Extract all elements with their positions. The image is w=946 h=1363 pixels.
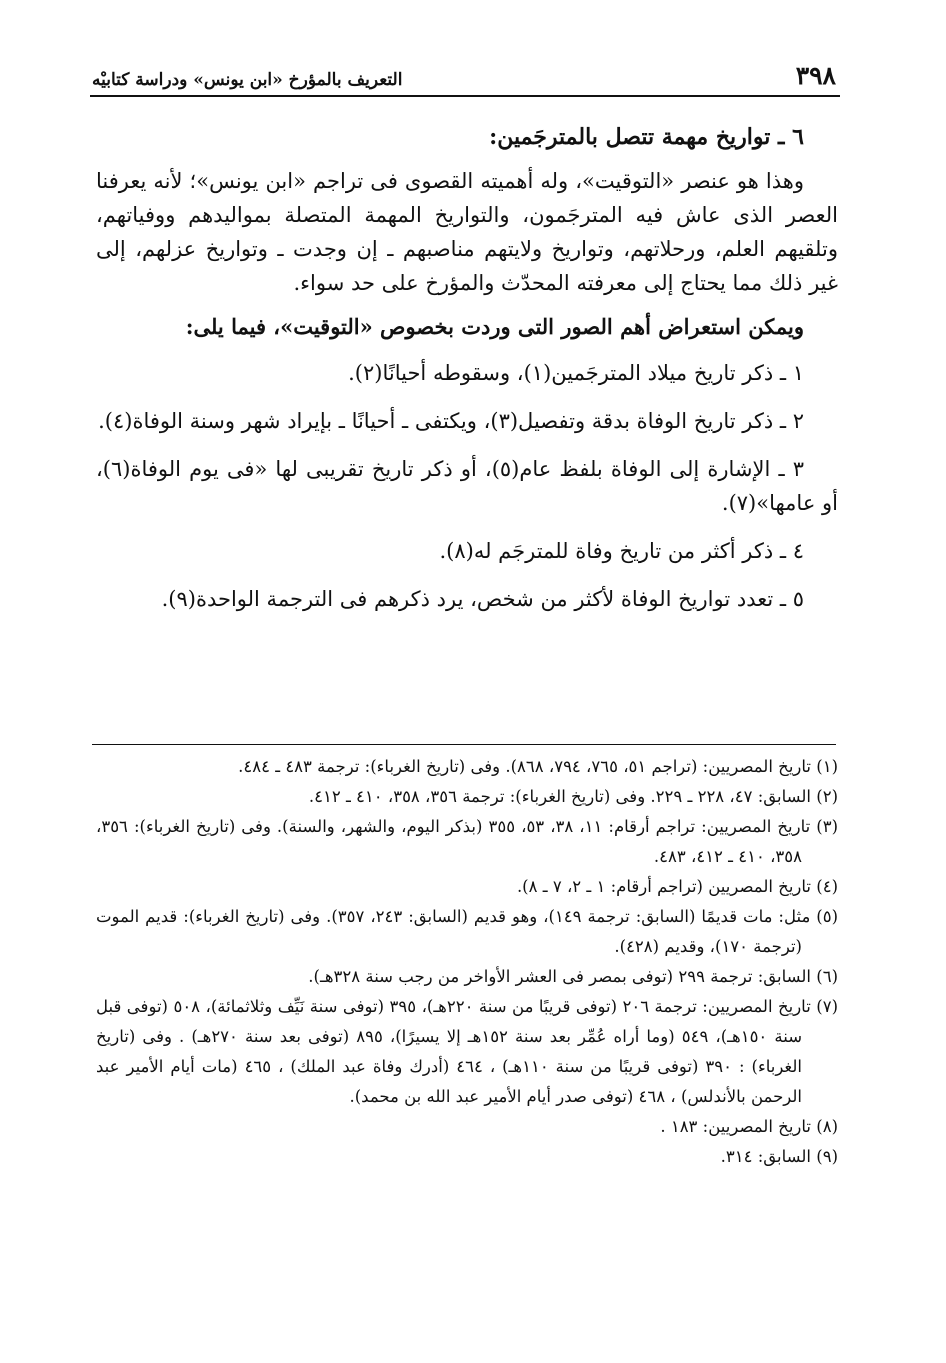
list-subheading: ويمكن استعراض أهم الصور التى وردت بخصوص «التوقيت»، فيما يلى: <box>185 314 804 339</box>
header-divider <box>90 95 840 97</box>
footnote: (٨) تاريخ المصريين: ١٨٣ . <box>660 1117 838 1136</box>
section-heading: ٦ ـ تواريخ مهمة تتصل بالمترجَمين: <box>489 124 804 150</box>
footnote: (٧) تاريخ المصريين: ترجمة ٢٠٦ (توفى قريبًا من سنة ٢٢٠هـ)، ٣٩٥ (توفى سنة نَيِّف وثلاثمائة)، ٥٠٨ (توفى قبل سنة ١٥٠هـ)، ٥٤٩ (وما أراه عُمِّر بعد سنة ١٥٢هـ إلا يسيرًا)، ٨٩٥ (توفى بعد سنة ٢٧٠هـ) . وفى (تاريخ الغرباء) : ٣٩٠ (توفى قريبًا من سنة ١١٠هـ) ، ٤٦٤ (أدرك وفاة عبد الملك) ، ٤٦٥ (مات أيام الأمير عبد الرحمن بالأندلس) ، ٤٦٨ (توفى صدر أيام الأمير عبد الله بن محمد). <box>96 997 838 1106</box>
list-item: ٤ ـ ذكر أكثر من تاريخ وفاة للمترجَم له(٨). <box>439 539 804 563</box>
main-text <box>96 112 838 630</box>
footnote: (٦) السابق: ترجمة ٢٩٩ (توفى بمصر فى العشر الأواخر من رجب سنة ٣٢٨هـ). <box>308 967 838 986</box>
running-title: التعريف بالمؤرخ «ابن يونس» ودراسة كتابيْه <box>92 70 403 90</box>
page-number: ٣٩٨ <box>795 61 836 90</box>
footnote: (٣) تاريخ المصريين: تراجم أرقام: ١١، ٣٨، ٥٣، ٣٥٥ (بذكر اليوم، والشهر، والسنة). وفى (تاريخ الغرباء): ٣٥٦، ٣٥٨، ٤١٠ ـ ٤١٢، ٤٨٣. <box>96 817 839 866</box>
footnote: (٩) السابق: ٣١٤. <box>720 1147 838 1166</box>
list-item: ٥ ـ تعدد تواريخ الوفاة لأكثر من شخص، يرد ذكرهم فى الترجمة الواحدة(٩). <box>161 587 804 611</box>
footnote: (٢) السابق: ٤٧، ٢٢٨ ـ ٢٢٩. وفى (تاريخ الغرباء): ترجمة ٣٥٦، ٣٥٨، ٤١٠ ـ ٤١٢. <box>308 787 838 806</box>
intro-paragraph: وهذا هو عنصر «التوقيت»، وله أهميته القصوى فى تراجم «ابن يونس»؛ لأنه يعرفنا العصر الذى عاش فيه المترجَمون، والتواريخ المهمة المتصلة بمواليدهم ووفياتهم، وتلقيهم العلم، ورحلاتهم، وتواريخ ولايتهم مناصبهم ـ إن وجدت ـ وتواريخ عزلهم، إلى غير ذلك مما يحتاج إلى معرفته المحدّث والمؤرخ على حد سواء. <box>96 169 838 295</box>
footnote: (٤) تاريخ المصريين (تراجم أرقام: ١ ـ ٢، ٧ ـ ٨). <box>516 877 838 896</box>
list-item: ٢ ـ ذكر تاريخ الوفاة بدقة وتفصيل(٣)، ويكتفى ـ أحيانًا ـ بإيراد شهر وسنة الوفاة(٤). <box>98 409 804 433</box>
list-item: ٣ ـ الإشارة إلى الوفاة بلفظ عام(٥)، أو ذكر تاريخ تقريبى لها «فى يوم الوفاة(٦)، أو عامها»(٧). <box>96 457 838 515</box>
footnotes <box>96 752 838 1172</box>
footnote: (٥) مثل: مات قديمًا (السابق: ترجمة ١٤٩)، وهو قديم (السابق: ٢٤٣، ٣٥٧). وفى (تاريخ الغرباء): قديم الموت (ترجمة ١٧٠)، وقديم (٤٢٨). <box>96 907 839 956</box>
footnote-divider <box>92 744 836 745</box>
page-header <box>92 58 836 90</box>
list-item: ١ ـ ذكر تاريخ ميلاد المترجَمين(١)، وسقوطه أحيانًا(٢). <box>348 361 804 385</box>
footnote: (١) تاريخ المصريين: (تراجم ٥١، ٧٦٥، ٧٩٤، ٨٦٨). وفى (تاريخ الغرباء): ترجمة ٤٨٣ ـ ٤٨٤. <box>238 757 838 776</box>
